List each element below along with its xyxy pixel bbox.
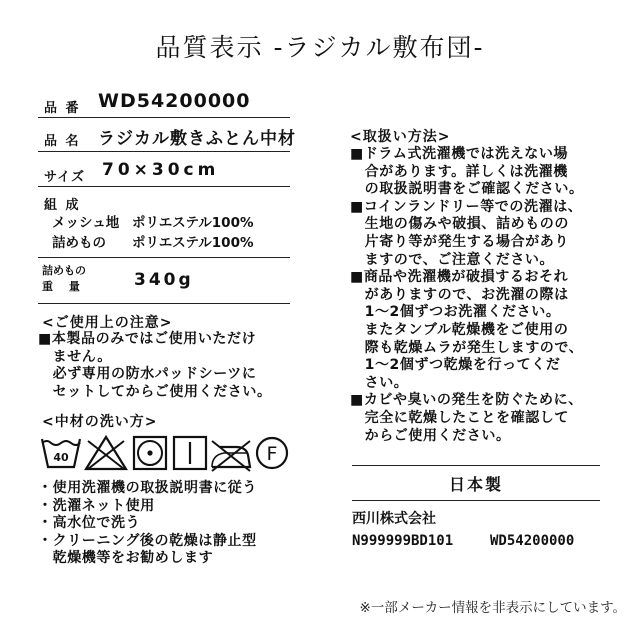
code-right: WD54200000 (490, 533, 575, 549)
handling-text: ■ドラム式洗濯機では洗えない場 合があります。詳しくは洗濯機 の取扱説明書をご確認ください。 ■コインランドリー等での洗濯は、 生地の傷みや破損、詰めものの 片寄り等が発生する場合があり ますので、ご注意ください。 ■商品や洗濯機が破損するおそれ がありますので、お洗濯の際は 1～2個ずつお洗濯ください。 またタンブル乾燥機をご使用の 際も乾燥ムラが発生しますので、 1～2個ずつ乾燥を行ってくだ さい。 ■カビや臭いの発生を防ぐために、 完全に乾燥したことを確認して からご使用ください。 (350, 146, 584, 444)
composition-label: 組 成 (44, 198, 81, 213)
composition-part-1: メッシュ地 (52, 215, 120, 231)
divider (38, 257, 290, 258)
divider (352, 500, 600, 501)
no-iron-icon (212, 441, 250, 471)
divider (38, 303, 290, 304)
filling-weight-value: 340g (134, 270, 194, 290)
usage-notes-heading: <ご使用上の注意> (42, 315, 173, 331)
divider (38, 186, 290, 187)
filling-weight-label-1: 詰めもの (42, 264, 86, 277)
composition-material-2: ポリエステル100% (132, 235, 254, 251)
product-no-value: WD54200000 (98, 90, 251, 112)
size-label: サイズ (44, 170, 85, 185)
svg-text:F: F (266, 443, 278, 465)
usage-notes-text: ■本製品のみではご使用いただけ ません。 必ず専用の防水パッドシーツに セットしてからご使用ください。 (38, 331, 272, 400)
product-name-value: ラジカル敷きふとん中材 (98, 129, 296, 149)
tumble-dry-low-icon (134, 437, 166, 469)
dry-clean-f-icon (257, 438, 287, 468)
divider (352, 465, 600, 466)
no-bleach-icon (86, 437, 126, 469)
line-dry-icon (174, 437, 206, 469)
product-no-label: 品 番 (44, 101, 81, 116)
filling-weight-label-2: 重 量 (42, 280, 86, 293)
composition-part-2: 詰めもの (52, 235, 106, 251)
wash-instructions: ・使用洗濯機の取扱説明書に従う ・洗濯ネット使用 ・高水位で洗う ・クリーニング後の乾燥は静止型 乾燥機等をお勧めします (38, 480, 257, 567)
composition-material-1: ポリエステル100% (132, 215, 254, 231)
wash-40-icon (42, 439, 80, 467)
svg-text:40: 40 (53, 451, 69, 464)
country-of-origin: 日本製 (448, 475, 503, 494)
care-symbols (40, 433, 290, 473)
divider (38, 151, 290, 152)
wash-heading: <中材の洗い方> (42, 414, 158, 430)
size-value: 70×30cm (102, 160, 220, 180)
product-name-label: 品 名 (44, 134, 81, 149)
company-name: 西川株式会社 (352, 511, 436, 527)
page-title: 品質表示 -ラジカル敷布団- (155, 33, 485, 62)
handling-heading: <取扱い方法> (350, 129, 451, 145)
divider (38, 117, 290, 118)
footnote: ※一部メーカー情報を非表示にしています。 (359, 600, 626, 616)
code-left: N999999BD101 (352, 533, 454, 549)
